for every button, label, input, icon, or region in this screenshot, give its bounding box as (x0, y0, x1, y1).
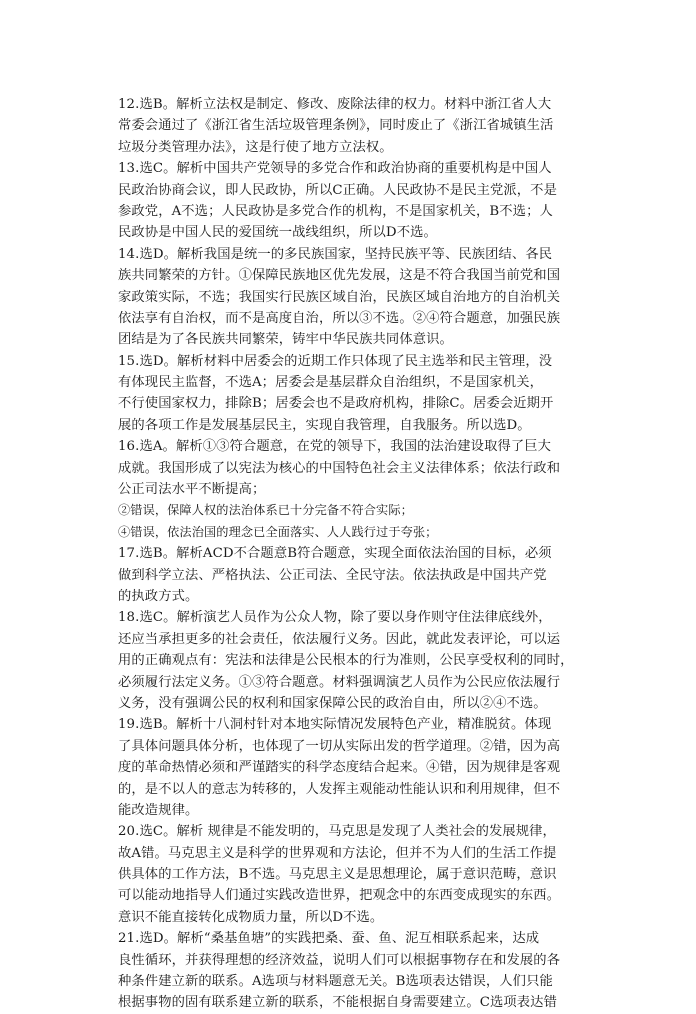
text-line: 种条件建立新的联系。A选项与材料题意无关。B选项表达错误，人们只能 (118, 974, 553, 990)
text-line: 常委会通过了《浙江省生活垃圾管理条例》，同时废止了《浙江省城镇生活 (118, 118, 554, 134)
text-line: 团结是为了各民族共同繁荣，铸牢中华民族共同体意识。 (118, 332, 453, 348)
text-line: 的执政方式。 (118, 588, 199, 604)
text-line: 可以能动地指导人们通过实践改造世界，把观念中的东西变成现实的东西。 (118, 888, 561, 904)
text-line: 做到科学立法、严格执法、公正司法、全民守法。依法执政是中国共产党 (118, 567, 547, 583)
answer-explanation-text (118, 94, 584, 1014)
text-line: 参政党，A不选；人民政协是多党合作的机构，不是国家机关，B不选；人 (118, 203, 553, 219)
text-line: 依法享有自治权，而不是高度自治，所以③不选。②④符合题意，加强民族 (118, 310, 561, 326)
text-line: 民政协是中国人民的爱国统一战线组织，所以D不选。 (118, 225, 437, 241)
text-line: 族共同繁荣的方针。①保障民族地区优先发展，这是不符合我国当前党和国 (118, 268, 561, 284)
text-line: ④错误，依法治国的理念已全面落实、人人践行过于夸张； (118, 524, 438, 539)
text-line: 21.选D。解析“桑基鱼塘”的实践把桑、蚕、鱼、泥互相联系起来，达成 (118, 931, 540, 947)
text-line: 了具体问题具体分析，也体现了一切从实际出发的哲学道理。②错，因为高 (118, 738, 561, 754)
text-line: 民政治协商会议，即人民政协，所以C正确。人民政协不是民主党派，不是 (118, 182, 557, 198)
text-line: 垃圾分类管理办法》，这是行使了地方立法权。 (118, 139, 393, 155)
text-line: 13.选C。解析中国共产党领导的多党合作和政治协商的重要机构是中国人 (118, 161, 552, 177)
text-line: 成就。我国形成了以宪法为核心的中国特色社会主义法律体系；依法行政和 (118, 460, 561, 476)
text-line: 17.选B。解析ACD不合题意B符合题意，实现全面依法治国的目标，必须 (118, 546, 552, 562)
text-line: 19.选B。解析十八洞村针对本地实际情况发展特色产业，精准脱贫。体现 (118, 717, 552, 733)
text-line: 根据事物的固有联系建立新的联系，不能根据自身需要建立。C选项表达错 (118, 995, 557, 1011)
text-line: 度的革命热情必须和严谨踏实的科学态度结合起来。④错，因为规律是客观 (118, 760, 561, 776)
text-line: 良性循环，并获得理想的经济效益，说明人们可以根据事物存在和发展的各 (118, 952, 561, 968)
text-line: 12.选B。解析立法权是制定、修改、废除法律的权力。材料中浙江省人大 (118, 97, 552, 112)
text-line: 15.选D。解析材料中居委会的近期工作只体现了民主选举和民主管理，没 (118, 353, 553, 369)
text-line: 18.选C。解析演艺人员作为公众人物，除了要以身作则守住法律底线外， (118, 610, 552, 626)
text-line: 必须履行法定义务。①③符合题意。材料强调演艺人员作为公民应依法履行 (118, 674, 561, 690)
text-line: 的，是不以人的意志为转移的，人发挥主观能动性能认识和利用规律，但不 (118, 781, 561, 797)
text-line: 义务，没有强调公民的权利和国家保障公民的政治自由，所以②④不选。 (118, 695, 547, 711)
text-line: 16.选A。解析①③符合题意，在党的领导下，我国的法治建设取得了巨大 (118, 439, 552, 455)
text-line: 公正司法水平不断提高； (118, 482, 266, 498)
text-line: 展的各项工作是发展基层民主，实现自我管理，自我服务。所以选D。 (118, 417, 531, 433)
text-line: ②错误，保障人权的法治体系已十分完备不符合实际； (118, 503, 413, 518)
text-line: 故A错。马克思主义是科学的世界观和方法论，但并不为人们的生活工作提 (118, 845, 557, 861)
text-line: 20.选C。解析 规律是不能发明的，马克思是发现了人类社会的发展规律， (118, 824, 556, 840)
text-line: 用的正确观点有：宪法和法律是公民根本的行为准则，公民享受权利的同时， (118, 653, 574, 669)
text-line: 不行使国家权力，排除B；居委会也不是政府机构，排除C。居委会近期开 (118, 396, 554, 412)
text-line: 供具体的工作方法，B不选。马克思主义是思想理论，属于意识范畴，意识 (118, 867, 557, 883)
text-line: 能改造规律。 (118, 802, 199, 818)
text-line: 意识不能直接转化成物质力量，所以D不选。 (118, 909, 384, 925)
text-line: 家政策实际，不选；我国实行民族区域自治，民族区域自治地方的自治机关 (118, 289, 561, 305)
text-line: 有体现民主监督，不选A；居委会是基层群众自治组织，不是国家机关， (118, 375, 544, 391)
text-line: 还应当承担更多的社会责任，依法履行义务。因此，就此发表评论，可以运 (118, 631, 561, 647)
text-line: 14.选D。解析我国是统一的多民族国家，坚持民族平等、民族团结、各民 (118, 246, 553, 262)
